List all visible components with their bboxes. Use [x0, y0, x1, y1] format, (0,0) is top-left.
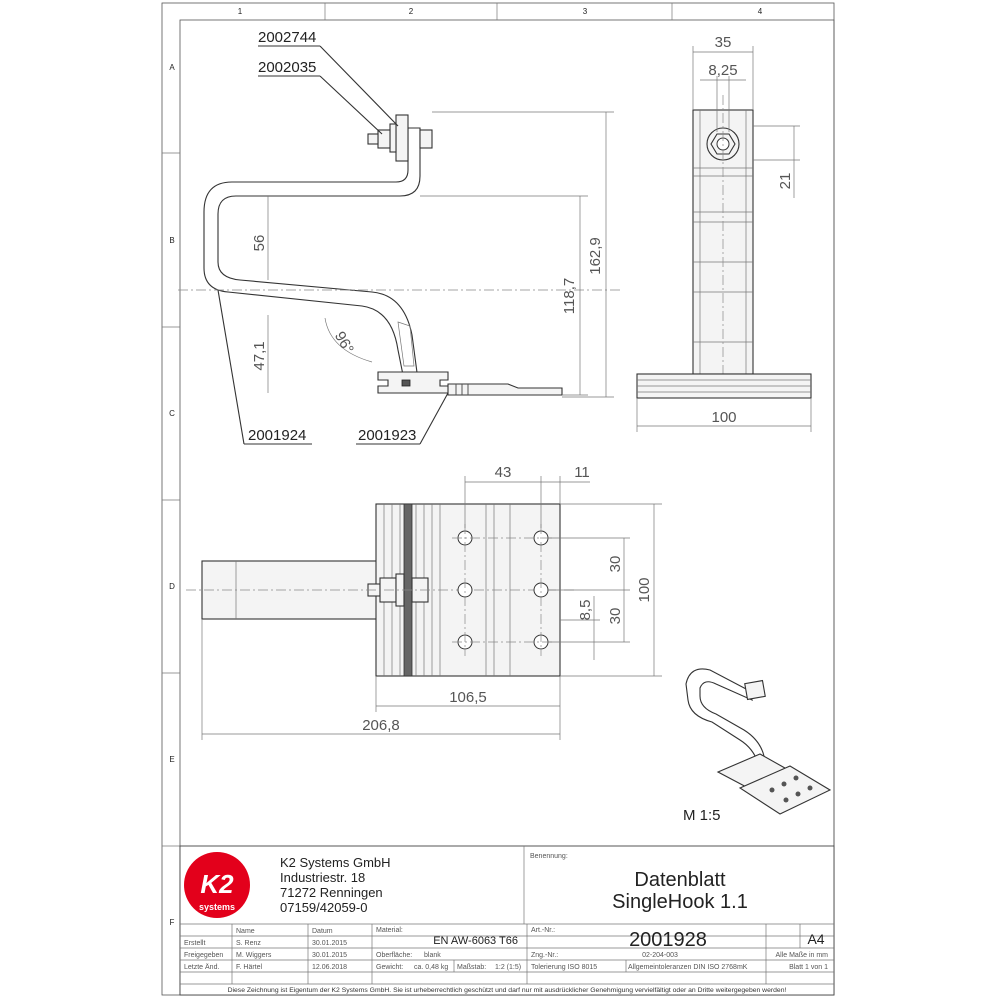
label-2002035: [258, 59, 382, 134]
footer-note: Diese Zeichnung ist Eigentum der K2 Systems GmbH. Sie ist urheberrechtlich geschützt und darf nur mit ausdrücklicher Genehmigung vervielfältigt oder an Dritte weitergegeben werden!: [227, 987, 787, 994]
art-nr-label: Art.-Nr.:: [531, 927, 556, 934]
art-nr-value: 2001928: [629, 929, 707, 951]
grid-row-f: F: [169, 918, 175, 927]
massstab-value: 1:2 (1:5): [495, 964, 522, 971]
grid-col-1: 1: [237, 7, 243, 16]
oberflaeche-value: blank: [424, 952, 441, 959]
dim-angle: [325, 318, 372, 362]
grid-row-e: E: [169, 755, 175, 764]
dim-8-5-text: 8,5: [577, 599, 594, 621]
gewicht-value: ca. 0,48 kg: [414, 964, 449, 971]
label-2001923-text: 2001923: [358, 427, 417, 444]
grid-col-2: 2: [408, 7, 414, 16]
grid-col-3: 3: [582, 7, 588, 16]
dim-30b-text: 30: [607, 607, 624, 625]
side-view: [178, 29, 620, 444]
material-label: Material:: [376, 927, 403, 934]
grid-row-d: D: [169, 582, 175, 591]
dim-106-5-text: 106,5: [449, 689, 487, 706]
k2-logo: [184, 852, 250, 918]
slot-nut: [402, 380, 410, 386]
company-street: Industriestr. 18: [280, 870, 366, 885]
company-name: K2 Systems GmbH: [280, 855, 391, 870]
drawing-title-2: SingleHook 1.1: [612, 891, 748, 913]
gewicht-label: Gewicht:: [376, 964, 404, 971]
dim-30a-text: 30: [607, 555, 624, 573]
dim-8-5: [560, 596, 600, 660]
row-role-3: Letzte Änd.: [184, 964, 220, 971]
clamp-screw: [420, 130, 432, 148]
label-2001923: [356, 393, 448, 444]
k2-logo-sub: systems: [198, 902, 236, 912]
top-view: [186, 464, 662, 740]
row-name-1: S. Renz: [236, 940, 261, 947]
dim-100-front: [637, 398, 811, 432]
dim-118-7: [420, 196, 588, 395]
k2-logo-text: K2: [200, 869, 234, 899]
dim-35-text: 35: [714, 34, 732, 51]
dim-11-text: 11: [574, 464, 590, 481]
iso-bolt: [745, 681, 766, 700]
dim-106-5: [376, 676, 560, 712]
dim-angle-text: 96°: [330, 328, 357, 357]
row-date-3: 12.06.2018: [312, 964, 348, 971]
grid-col-4: 4: [757, 7, 763, 16]
zng-nr-value: 02-204-003: [642, 952, 678, 959]
dim-8-25-text: 8,25: [708, 62, 738, 79]
material-value: EN AW-6063 T66: [433, 935, 518, 947]
bolt-head: [396, 115, 408, 161]
grid-row-a: A: [169, 63, 175, 72]
grid-row-b: B: [169, 236, 175, 245]
drawing-title-1: Datenblatt: [634, 869, 726, 891]
oberflaeche-label: Oberfläche:: [376, 952, 413, 959]
dim-162-9: [432, 112, 614, 397]
allgemein: Allgemeintoleranzen DIN ISO 2768mK: [628, 964, 748, 971]
dim-162-9-text: 162,9: [587, 237, 604, 275]
column-dividers: [325, 3, 672, 20]
company-phone: 07159/42059-0: [280, 900, 368, 915]
dim-47-1-text: 47,1: [251, 341, 268, 371]
washer: [390, 124, 396, 152]
base-plate: [448, 384, 562, 395]
blatt: Blatt 1 von 1: [789, 964, 828, 971]
label-2001924-text: 2001924: [248, 427, 307, 444]
zng-nr-label: Zng.-Nr.:: [531, 952, 559, 959]
bolt-shank: [368, 134, 378, 144]
row-name-3: F. Härtel: [236, 964, 263, 971]
row-dividers: [162, 153, 180, 846]
dim-21-text: 21: [777, 172, 794, 190]
iso-scale-label: M 1:5: [683, 807, 721, 824]
label-2002744: [258, 29, 398, 126]
header-datum: Datum: [312, 928, 333, 935]
row-name-2: M. Wiggers: [236, 952, 272, 959]
dim-206-8-text: 206,8: [362, 717, 400, 734]
dim-56: [251, 196, 268, 280]
tolerierung: Tolerierung ISO 8015: [531, 964, 598, 971]
title-block: [180, 846, 834, 995]
dim-100-front-text: 100: [711, 409, 737, 426]
benennung-label: Benennung:: [530, 853, 568, 860]
header-name: Name: [236, 928, 255, 935]
grid-row-c: C: [169, 409, 175, 418]
dim-21: [753, 126, 800, 198]
masse-note: Alle Maße in mm: [775, 952, 828, 959]
row-role-2: Freigegeben: [184, 952, 224, 959]
massstab-label: Maßstab:: [457, 964, 487, 971]
base-foot: [378, 372, 452, 393]
front-view: [637, 34, 811, 432]
dim-118-7-text: 118,7: [561, 277, 578, 315]
dim-100-top-text: 100: [636, 577, 653, 603]
dim-47-1: [251, 315, 268, 393]
format-value: A4: [807, 931, 825, 947]
hook-bar: [204, 128, 420, 380]
row-date-1: 30.01.2015: [312, 940, 348, 947]
row-date-2: 30.01.2015: [312, 952, 348, 959]
company-city: 71272 Renningen: [280, 885, 383, 900]
label-2002744-text: 2002744: [258, 29, 317, 46]
dim-11: [541, 464, 590, 504]
dim-43-text: 43: [494, 464, 512, 481]
nut: [378, 130, 390, 148]
label-2002035-text: 2002035: [258, 59, 317, 76]
row-role-1: Erstellt: [184, 940, 206, 947]
iso-view: [683, 669, 830, 824]
dim-56-text: 56: [251, 234, 268, 252]
